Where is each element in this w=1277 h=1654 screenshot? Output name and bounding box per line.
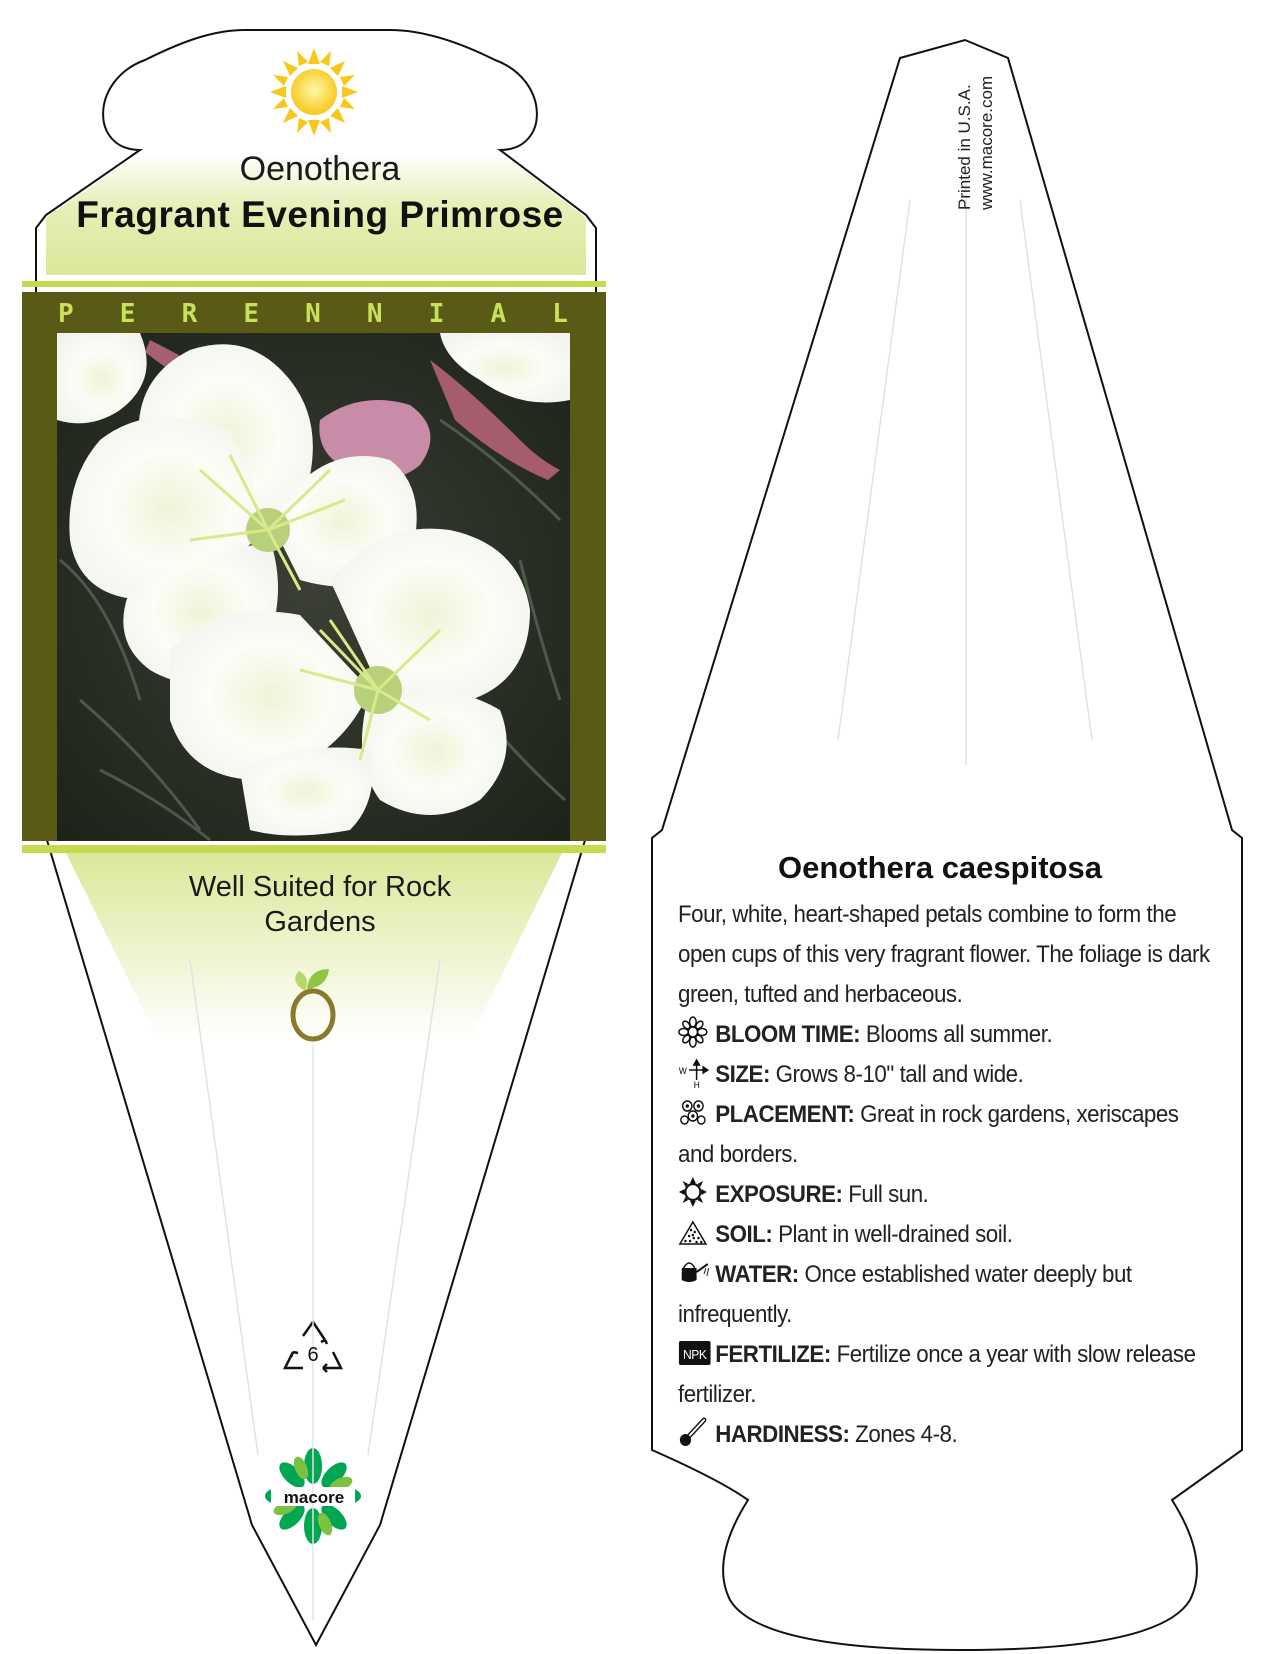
attribute-label: FERTILIZE: xyxy=(715,1341,831,1368)
attribute-label: WATER: xyxy=(715,1261,799,1288)
category-letter: A xyxy=(490,299,507,329)
category-letter: E xyxy=(243,299,259,329)
printed-line: Printed in U.S.A. xyxy=(955,84,974,210)
attribute-row xyxy=(678,1335,1219,1415)
sun-icon xyxy=(678,1176,711,1208)
thermometer-icon xyxy=(678,1416,711,1448)
category-letter: E xyxy=(119,299,136,329)
attribute-row xyxy=(678,1055,1219,1095)
description-text: Four, white, heart-shaped petals combine to form the open cups of this very fragrant flower. The foliage is dark green, tufted and herbaceous. xyxy=(678,901,1210,1008)
care-description xyxy=(678,895,1219,1455)
attribute-label: BLOOM TIME: xyxy=(715,1021,861,1048)
attribute-label: SIZE: xyxy=(715,1061,770,1088)
attribute-text: Fertilize once a year with slow release fertilizer. xyxy=(678,1341,1196,1408)
category-letter: N xyxy=(305,299,321,329)
category-letter: R xyxy=(181,299,198,329)
sun-icon xyxy=(270,48,358,136)
attribute-text: Blooms all summer. xyxy=(865,1021,1053,1048)
attribute-label: PLACEMENT: xyxy=(715,1101,855,1128)
common-name: Fragrant Evening Primrose xyxy=(76,194,564,235)
attribute-text: Once established water deeply but infrequently. xyxy=(678,1261,1132,1328)
watering-can-icon xyxy=(678,1256,711,1288)
attribute-text: Full sun. xyxy=(848,1181,929,1208)
flower-photo xyxy=(57,333,570,841)
attribute-row xyxy=(678,1215,1219,1255)
botanical-name: Oenothera caespitosa xyxy=(778,850,1102,885)
size-arrows-icon xyxy=(678,1056,711,1088)
attribute-label: EXPOSURE: xyxy=(715,1181,843,1208)
category-letter: I xyxy=(428,299,445,329)
svg-text:W: W xyxy=(678,1065,687,1077)
tagline: Well Suited for Rock Gardens xyxy=(188,871,452,938)
attribute-row xyxy=(678,1095,1219,1175)
flower-icon xyxy=(678,1016,711,1048)
svg-text:NPK: NPK xyxy=(683,1347,707,1363)
attribute-row xyxy=(678,1255,1219,1335)
category-label xyxy=(58,299,568,327)
attribute-label: SOIL: xyxy=(715,1221,773,1248)
attribute-text: Zones 4-8. xyxy=(855,1421,958,1448)
soil-icon xyxy=(678,1216,711,1248)
category-letter: P xyxy=(58,299,74,329)
website-line: www.macore.com xyxy=(977,75,996,210)
attribute-row xyxy=(678,1175,1219,1215)
npk-icon xyxy=(678,1336,711,1368)
attribute-text: Plant in well-drained soil. xyxy=(778,1221,1013,1248)
attribute-label: HARDINESS: xyxy=(715,1421,850,1448)
printed-in-note xyxy=(954,40,998,210)
category-letter: N xyxy=(366,299,383,329)
category-letter: L xyxy=(552,299,568,329)
attribute-text: Grows 8-10" tall and wide. xyxy=(775,1061,1024,1088)
attribute-row xyxy=(678,1015,1219,1055)
brand-logo-text: macore xyxy=(283,1488,345,1507)
svg-text:H: H xyxy=(693,1079,700,1088)
placement-flowers-icon xyxy=(678,1096,711,1128)
attribute-text: Great in rock gardens, xeriscapes and borders. xyxy=(678,1101,1179,1168)
recycle-code: 6 xyxy=(307,1344,319,1366)
attribute-row xyxy=(678,1415,1219,1455)
genus-name: Oenothera xyxy=(239,150,401,188)
